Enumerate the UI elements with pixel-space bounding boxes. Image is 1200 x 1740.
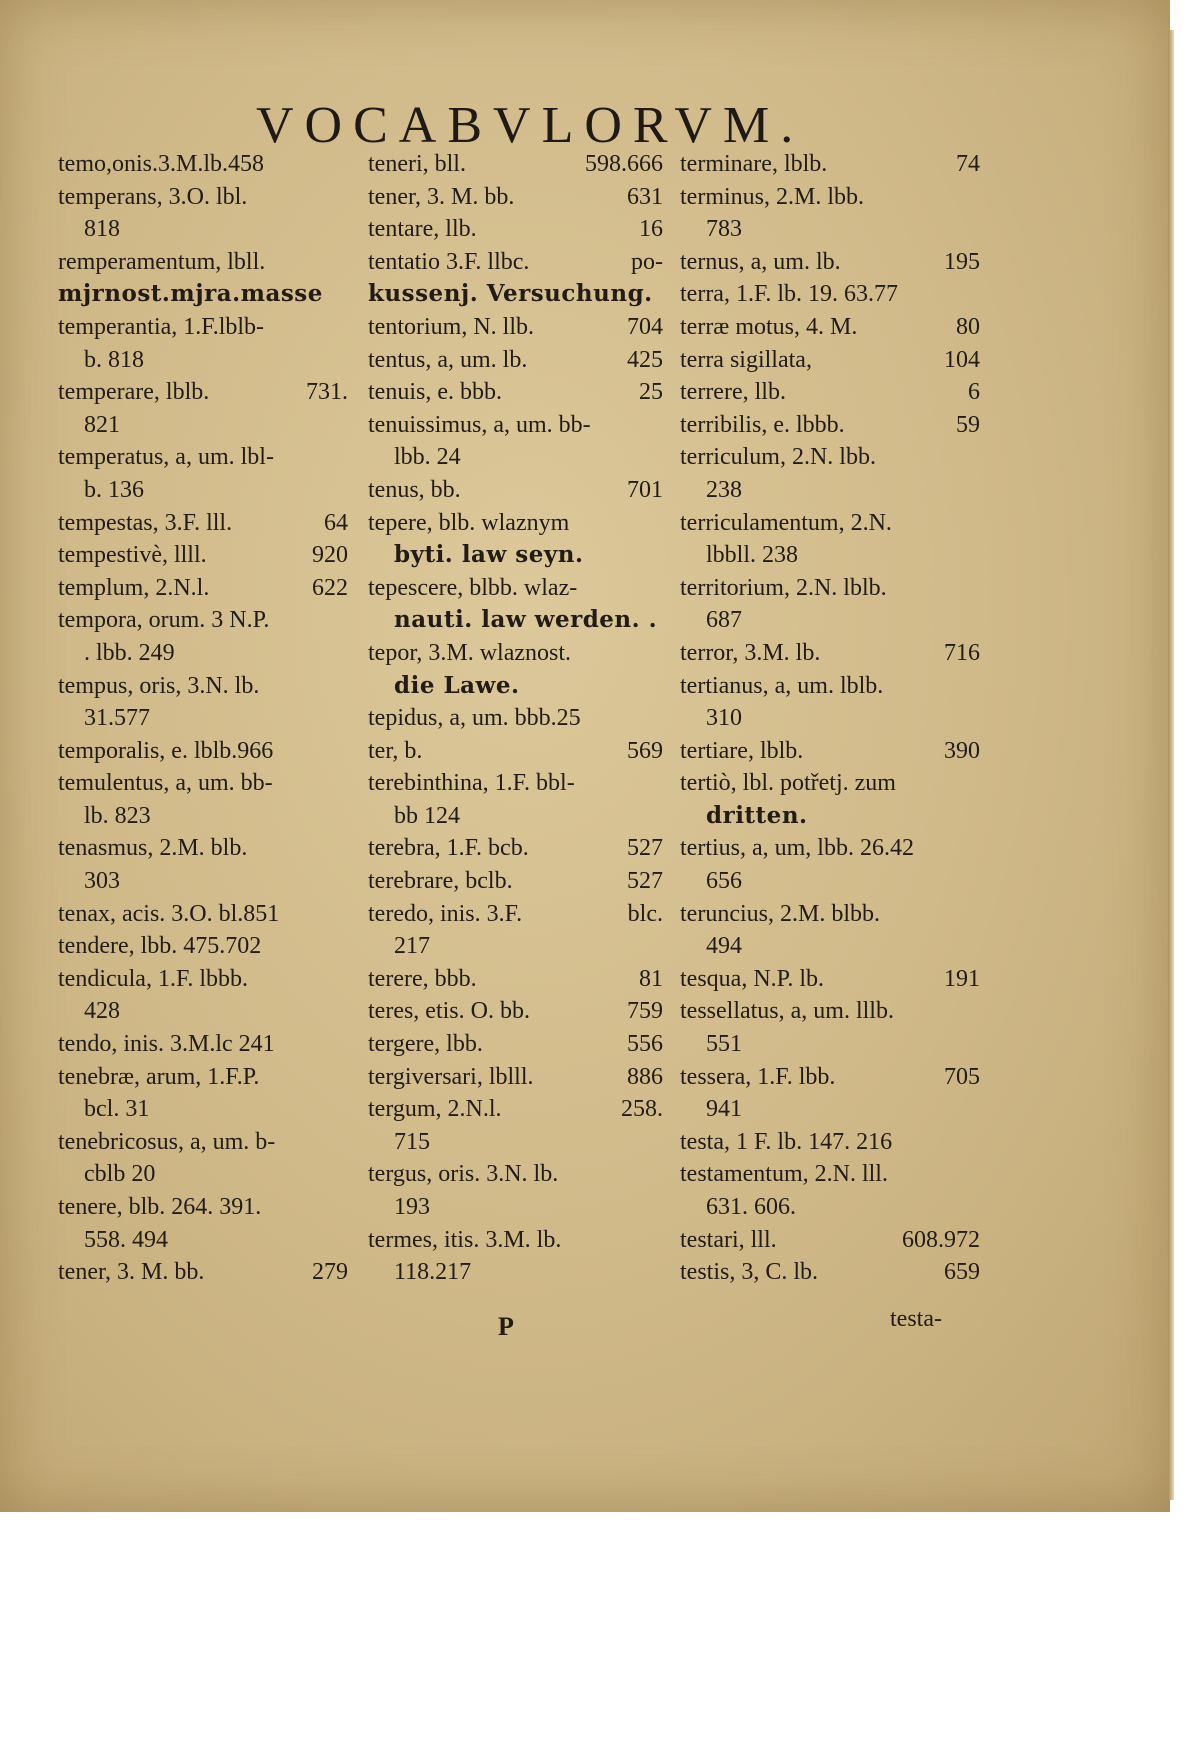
entry-line <box>368 1158 663 1191</box>
entry-text: tergus, oris. 3.N. lb. <box>368 1161 559 1188</box>
entry-line <box>680 278 980 311</box>
entry-line <box>58 670 348 703</box>
entry-line <box>680 507 980 540</box>
entry-line <box>680 409 980 442</box>
entry-text: terræ motus, 4. M. <box>680 313 858 340</box>
entry-line <box>368 1093 663 1126</box>
entry-text: 193 <box>394 1194 430 1220</box>
entry-text: teneri, bll. <box>368 151 466 177</box>
entry-page-ref: 81 <box>639 965 663 992</box>
entry-line <box>680 995 980 1028</box>
entry-page-ref: blc. <box>627 900 663 927</box>
entry-text: b. 818 <box>84 346 144 373</box>
entry-line <box>58 539 348 572</box>
entry-page-ref: 59 <box>956 411 980 438</box>
entry-text: terriculamentum, 2.N. <box>680 509 892 536</box>
entry-page-ref: 16 <box>639 216 663 243</box>
entry-text: 941 <box>706 1096 742 1123</box>
entry-line <box>368 278 663 311</box>
entry-text: territorium, 2.N. lblb. <box>680 574 887 601</box>
entry-line <box>368 474 663 507</box>
entry-line <box>58 865 348 898</box>
entry-text: testis, 3, C. lb. <box>680 1259 819 1286</box>
entry-text: tergere, lbb. <box>368 1031 483 1058</box>
entry-text: terminus, 2.M. lbb. <box>680 183 864 210</box>
entry-page-ref: 701 <box>627 476 663 503</box>
entry-line <box>58 507 348 540</box>
entry-page-ref: 886 <box>627 1063 663 1090</box>
entry-line <box>368 409 663 442</box>
entry-text: 31.577 <box>84 705 150 732</box>
entry-line <box>58 409 348 442</box>
entry-text: templum, 2.N.l. <box>58 574 210 601</box>
entry-line <box>368 930 663 963</box>
entry-text: byti. law seyn. <box>394 541 584 569</box>
entry-line <box>680 1061 980 1094</box>
entry-line <box>368 637 663 670</box>
entry-text: . lbb. 249 <box>84 639 175 666</box>
column-1 <box>58 148 348 1289</box>
entry-text: tentare, llb. <box>368 216 477 243</box>
entry-text: 238 <box>706 476 742 503</box>
watermark-left: STRAHOV <box>200 1695 494 1739</box>
entry-line <box>680 1191 980 1224</box>
entry-text: 118.217 <box>394 1259 472 1286</box>
entry-line <box>58 735 348 768</box>
entry-text: tendo, inis. 3.M.lc 241 <box>58 1031 275 1058</box>
entry-text: tentatio 3.F. llbc. <box>368 248 530 275</box>
entry-line <box>58 800 348 833</box>
entry-line <box>680 637 980 670</box>
entry-text: tenasmus, 2.M. blb. <box>58 835 248 862</box>
entry-text: teredo, inis. 3.F. <box>368 900 523 927</box>
entry-line <box>58 1224 348 1257</box>
entry-text: remperamentum, lbll. <box>58 248 266 275</box>
entry-text: tepescere, blbb. wlaz- <box>368 574 578 601</box>
entry-line <box>680 1224 980 1257</box>
entry-line <box>368 702 663 735</box>
entry-page-ref: 598.666 <box>585 151 663 177</box>
entry-line <box>368 441 663 474</box>
entry-line <box>680 1256 980 1289</box>
entry-text: b. 136 <box>84 476 144 503</box>
entry-page-ref: 258. <box>621 1096 663 1123</box>
entry-line <box>58 832 348 865</box>
entry-text: temperans, 3.O. lbl. <box>58 183 248 210</box>
entry-text: tempora, orum. 3 N.P. <box>58 607 270 634</box>
entry-text: terror, 3.M. lb. <box>680 639 821 666</box>
entry-line <box>368 1191 663 1224</box>
entry-line <box>368 181 663 214</box>
entry-line <box>368 572 663 605</box>
entry-line <box>368 1224 663 1257</box>
entry-line <box>58 963 348 996</box>
entry-line <box>368 344 663 377</box>
entry-line <box>680 963 980 996</box>
entry-text: tepere, blb. wlaznym <box>368 509 570 536</box>
entry-line <box>680 539 980 572</box>
entry-line <box>368 604 663 637</box>
entry-text: temperare, lblb. <box>58 379 210 406</box>
entry-text: 631. 606. <box>706 1194 796 1220</box>
entry-text: teruncius, 2.M. blbb. <box>680 900 880 927</box>
entry-line <box>368 213 663 246</box>
entry-line <box>680 930 980 963</box>
column-3 <box>680 148 980 1289</box>
entry-text: tenere, blb. 264. 391. <box>58 1194 262 1220</box>
entry-text: die Lawe. <box>394 671 520 699</box>
entry-line <box>58 474 348 507</box>
entry-text: mjrnost.mjra.masse <box>58 280 323 308</box>
entry-page-ref: 191 <box>944 965 980 992</box>
entry-line <box>680 800 980 833</box>
entry-text: temulentus, a, um. bb- <box>58 770 273 797</box>
entry-text: 821 <box>84 411 120 438</box>
entry-text: tenus, bb. <box>368 476 461 503</box>
entry-line <box>368 898 663 931</box>
entry-text: terebinthina, 1.F. bbl- <box>368 770 575 797</box>
entry-line <box>368 1028 663 1061</box>
entry-line <box>680 148 980 181</box>
entry-line <box>680 213 980 246</box>
entry-text: tenebræ, arum, 1.F.P. <box>58 1063 260 1090</box>
entry-text: tentus, a, um. lb. <box>368 346 528 373</box>
entry-line <box>368 1126 663 1159</box>
entry-line <box>368 735 663 768</box>
entry-text: kussenj. Versuchung. <box>368 280 653 308</box>
entry-text: terebrare, bclb. <box>368 868 513 895</box>
entry-line <box>58 1191 348 1224</box>
entry-text: 303 <box>84 868 120 895</box>
entry-page-ref: 704 <box>627 313 663 340</box>
entry-text: testa, 1 F. lb. 147. 216 <box>680 1128 893 1155</box>
entry-line <box>58 213 348 246</box>
entry-line <box>368 1256 663 1289</box>
entry-text: tenuissimus, a, um. bb- <box>368 411 591 438</box>
entry-page-ref: 104 <box>944 346 980 373</box>
entry-line <box>680 865 980 898</box>
entry-text: 428 <box>84 998 120 1025</box>
entry-line <box>368 246 663 279</box>
entry-line <box>368 995 663 1028</box>
entry-text: lb. 823 <box>84 802 151 829</box>
entry-line <box>58 376 348 409</box>
entry-line <box>368 670 663 703</box>
entry-line <box>680 832 980 865</box>
entry-line <box>58 572 348 605</box>
entry-line <box>368 507 663 540</box>
entry-line <box>368 1061 663 1094</box>
entry-line <box>58 148 348 181</box>
entry-line <box>58 637 348 670</box>
entry-line <box>680 670 980 703</box>
entry-page-ref: 659 <box>944 1259 980 1286</box>
entry-page-ref: 527 <box>627 868 663 895</box>
entry-line <box>368 865 663 898</box>
entry-page-ref: 425 <box>627 346 663 373</box>
entry-line <box>368 539 663 572</box>
entry-page-ref: 622 <box>312 574 348 601</box>
entry-page-ref: 64 <box>324 509 348 536</box>
entry-text: tertius, a, um, lbb. 26.42 <box>680 835 914 862</box>
entry-text: terribilis, e. lbbb. <box>680 411 845 438</box>
entry-text: cblb 20 <box>84 1161 156 1188</box>
entry-line <box>58 344 348 377</box>
entry-text: nauti. law werden. . <box>394 606 658 634</box>
entry-line <box>58 311 348 344</box>
entry-text: tentorium, N. llb. <box>368 313 534 340</box>
entry-line <box>680 441 980 474</box>
entry-text: temporalis, e. lblb.966 <box>58 737 274 764</box>
entry-text: terere, bbb. <box>368 965 477 992</box>
entry-page-ref: 279 <box>312 1259 348 1286</box>
entry-page-ref: 527 <box>627 835 663 862</box>
entry-page-ref: 569 <box>627 737 663 764</box>
entry-text: lbb. 24 <box>394 444 461 471</box>
entry-page-ref: 608.972 <box>902 1226 980 1253</box>
entry-text: tepor, 3.M. wlaznost. <box>368 639 572 666</box>
entry-line <box>58 1126 348 1159</box>
entry-page-ref: 920 <box>312 542 348 569</box>
entry-page-ref: 631 <box>627 183 663 210</box>
entry-text: testari, lll. <box>680 1226 777 1253</box>
entry-text: testamentum, 2.N. lll. <box>680 1161 888 1188</box>
entry-line <box>680 246 980 279</box>
entry-text: 783 <box>706 216 742 243</box>
entry-text: 494 <box>706 933 742 960</box>
entry-line <box>368 311 663 344</box>
entry-text: 310 <box>706 705 742 732</box>
entry-text: terrere, llb. <box>680 379 786 406</box>
entry-line <box>58 441 348 474</box>
entry-text: tempus, oris, 3.N. lb. <box>58 672 260 699</box>
entry-text: tertiò, lbl. potřetj. zum <box>680 770 896 797</box>
entry-text: lbbll. 238 <box>706 542 799 569</box>
entry-text: temperatus, a, um. lbl- <box>58 444 274 471</box>
entry-page-ref: 74 <box>956 151 980 177</box>
entry-text: tendicula, 1.F. lbbb. <box>58 965 249 992</box>
entry-line <box>680 474 980 507</box>
entry-text: tertiare, lblb. <box>680 737 804 764</box>
entry-text: tendere, lbb. 475.702 <box>58 933 262 960</box>
entry-line <box>368 800 663 833</box>
entry-text: dritten. <box>706 801 808 829</box>
entry-line <box>680 898 980 931</box>
entry-line <box>368 376 663 409</box>
entry-line <box>680 311 980 344</box>
entry-text: 217 <box>394 933 430 960</box>
entry-text: tenax, acis. 3.O. bl.851 <box>58 900 280 927</box>
entry-text: 551 <box>706 1031 742 1058</box>
entry-text: tesqua, N.P. lb. <box>680 965 824 992</box>
entry-line <box>368 832 663 865</box>
entry-line <box>680 572 980 605</box>
page-header: VOCABVLORVM. <box>256 97 805 154</box>
page-edge <box>1168 30 1174 1500</box>
entry-line <box>58 898 348 931</box>
entry-text: termes, itis. 3.M. lb. <box>368 1226 562 1253</box>
entry-line <box>58 1158 348 1191</box>
entry-line <box>58 246 348 279</box>
entry-text: terra sigillata, <box>680 346 812 373</box>
entry-text: terriculum, 2.N. lbb. <box>680 444 876 471</box>
entry-text: tertianus, a, um. lblb. <box>680 672 884 699</box>
entry-text: bcl. 31 <box>84 1096 150 1123</box>
catchword: testa- <box>890 1306 942 1332</box>
entry-line <box>58 1093 348 1126</box>
entry-line <box>58 930 348 963</box>
entry-text: tenuis, e. bbb. <box>368 379 502 406</box>
entry-text: teres, etis. O. bb. <box>368 998 530 1025</box>
entry-page-ref: 705 <box>944 1063 980 1090</box>
entry-line <box>368 767 663 800</box>
entry-page-ref: 759 <box>627 998 663 1025</box>
entry-text: tessellatus, a, um. lllb. <box>680 998 894 1025</box>
entry-page-ref: 6 <box>968 379 980 406</box>
entry-line <box>58 767 348 800</box>
entry-page-ref: 731. <box>306 379 348 406</box>
entry-text: 818 <box>84 216 120 243</box>
entry-page-ref: po- <box>631 248 663 275</box>
entry-line <box>58 1061 348 1094</box>
entry-text: terra, 1.F. lb. 19. 63.77 <box>680 281 899 308</box>
entry-line <box>680 1126 980 1159</box>
entry-line <box>680 1158 980 1191</box>
entry-line <box>680 344 980 377</box>
entry-text: tempestivè, llll. <box>58 542 207 569</box>
entry-page-ref: 716 <box>944 639 980 666</box>
entry-line <box>680 1093 980 1126</box>
entry-text: terebra, 1.F. bcb. <box>368 835 529 862</box>
entry-line <box>368 148 663 181</box>
entry-text: tempestas, 3.F. lll. <box>58 509 233 536</box>
entry-text: tener, 3. M. bb. <box>58 1259 205 1286</box>
entry-line <box>58 604 348 637</box>
entry-page-ref: 25 <box>639 379 663 406</box>
entry-text: tepidus, a, um. bbb.25 <box>368 705 581 732</box>
column-2 <box>368 148 663 1289</box>
watermark-right: STRAHOV <box>860 1690 1154 1734</box>
entry-text: 656 <box>706 868 742 895</box>
entry-line <box>58 702 348 735</box>
entry-line <box>680 702 980 735</box>
entry-text: 687 <box>706 607 742 634</box>
entry-text: tergum, 2.N.l. <box>368 1096 502 1123</box>
entry-text: tenebricosus, a, um. b- <box>58 1128 276 1155</box>
entry-line <box>680 1028 980 1061</box>
entry-text: bb 124 <box>394 802 460 829</box>
entry-text: temo,onis.3.M.lb.458 <box>58 151 265 177</box>
entry-text: tener, 3. M. bb. <box>368 183 515 210</box>
entry-line <box>58 995 348 1028</box>
signature-mark: P <box>498 1312 514 1341</box>
entry-text: terminare, lblb. <box>680 151 828 177</box>
entry-page-ref: 195 <box>944 248 980 275</box>
entry-line <box>680 767 980 800</box>
entry-page-ref: 556 <box>627 1031 663 1058</box>
entry-line <box>680 376 980 409</box>
entry-line <box>680 181 980 214</box>
entry-text: ternus, a, um. lb. <box>680 248 841 275</box>
entry-line <box>58 181 348 214</box>
entry-page-ref: 390 <box>944 737 980 764</box>
entry-text: 558. 494 <box>84 1226 168 1253</box>
entry-line <box>680 604 980 637</box>
entry-text: 715 <box>394 1128 430 1155</box>
entry-text: tessera, 1.F. lbb. <box>680 1063 836 1090</box>
entry-line <box>680 735 980 768</box>
entry-text: tergiversari, lblll. <box>368 1063 534 1090</box>
entry-text: ter, b. <box>368 737 423 764</box>
entry-line <box>58 278 348 311</box>
entry-line <box>368 963 663 996</box>
entry-text: temperantia, 1.F.lblb- <box>58 313 265 340</box>
entry-page-ref: 80 <box>956 313 980 340</box>
entry-line <box>58 1256 348 1289</box>
entry-line <box>58 1028 348 1061</box>
